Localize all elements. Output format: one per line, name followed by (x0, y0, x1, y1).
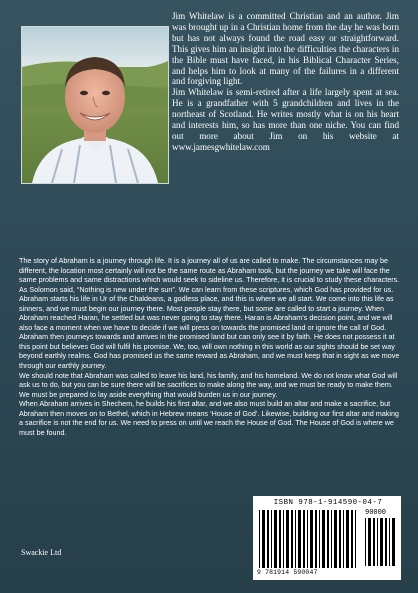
synopsis-paragraph: We should note that Abraham was called to leave his land, his family, and his homeland. We do not know what God will ask us to do, but you can be sure there will be sacrifices to make along the way, and we must be ready to make them. We must be prepared to lay aside everything that would burden us in our journey. (19, 370, 398, 399)
synopsis-paragraph: When Abraham arrives in Shechem, he builds his first altar, and we also must build an altar and make a sacrifice, but Abraham then moves on to Bethel, which in Hebrew means ‘House of God’. Likewise, building our first altar and making a sacrifice is not the end for us. We need to press on until we reach the House of God. The House of God is where we must be found. (19, 399, 399, 437)
author-bio (172, 11, 399, 153)
ean-barcode-bars (259, 510, 359, 568)
bio-paragraph: Jim Whitelaw is a committed Christian and an author. Jim was brought up in a Christian home from the day he was born but has not always found the road easy or straightforward. This gives him an insight into the difficulties the characters in the Bible must have faced, in his Biblical Character Series, and helps him to look at many of the failures in a different and forgiving light. (172, 11, 399, 87)
isbn-number: ISBN 978-1-914590-04-7 (273, 499, 383, 507)
synopsis-paragraph: Abraham then journeys towards and arrives in the promised land but can only see it by faith. He does not possess it at this point but believes God will fulfil his promise. We, too, will own nothing in this world as our sights should be set way beyond earthly realms. God has promised us the same reward as Abraham, and we must keep that in sight as we move through our earthly journey. (19, 332, 400, 371)
ean-number: 9 781914 590047 (257, 569, 318, 576)
addon-barcode-bars (365, 518, 395, 566)
isbn-barcode (253, 496, 401, 580)
author-portrait-image (22, 27, 168, 183)
synopsis-paragraph: Abraham starts his life in Ur of the Chaldeans, a godless place, and this is where we all start. We come into this life as sinners, and we must begin our journey there. Most people stay there, but some are called to start a journey. When Abraham reached Haran, he settled but was never going to stay there. Haran is Abraham’s decision point, and we will also face a moment when we have to decide if we will press on towards the promised land or ignore the call of God. (19, 294, 394, 332)
book-synopsis (19, 256, 401, 437)
price-code: 90000 (365, 509, 387, 517)
publisher-name: Swackie Ltd (21, 548, 62, 557)
author-photo (21, 26, 169, 184)
synopsis-paragraph: The story of Abraham is a journey through life. It is a journey all of us are called to make. The circumstances may be different, the location most certainly will not be the same route as Abraham took, but the journey we take will face the same problems and same distractions which would seek to sideline us. Therefore, it is crucial to study these characters. As Solomon said, “Nothing is new under the sun”. We can learn from these scriptures, which God has provided for us. (19, 256, 400, 294)
bio-paragraph: Jim Whitelaw is semi-retired after a life largely spent at sea. He is a grandfather with 5 grandchildren and lives in the northeast of Scotland. He writes mostly what is on his heart and interests him, so has more than one niche. You can find out more about Jim on his website at www.jamesgwhitelaw.com (172, 87, 399, 152)
